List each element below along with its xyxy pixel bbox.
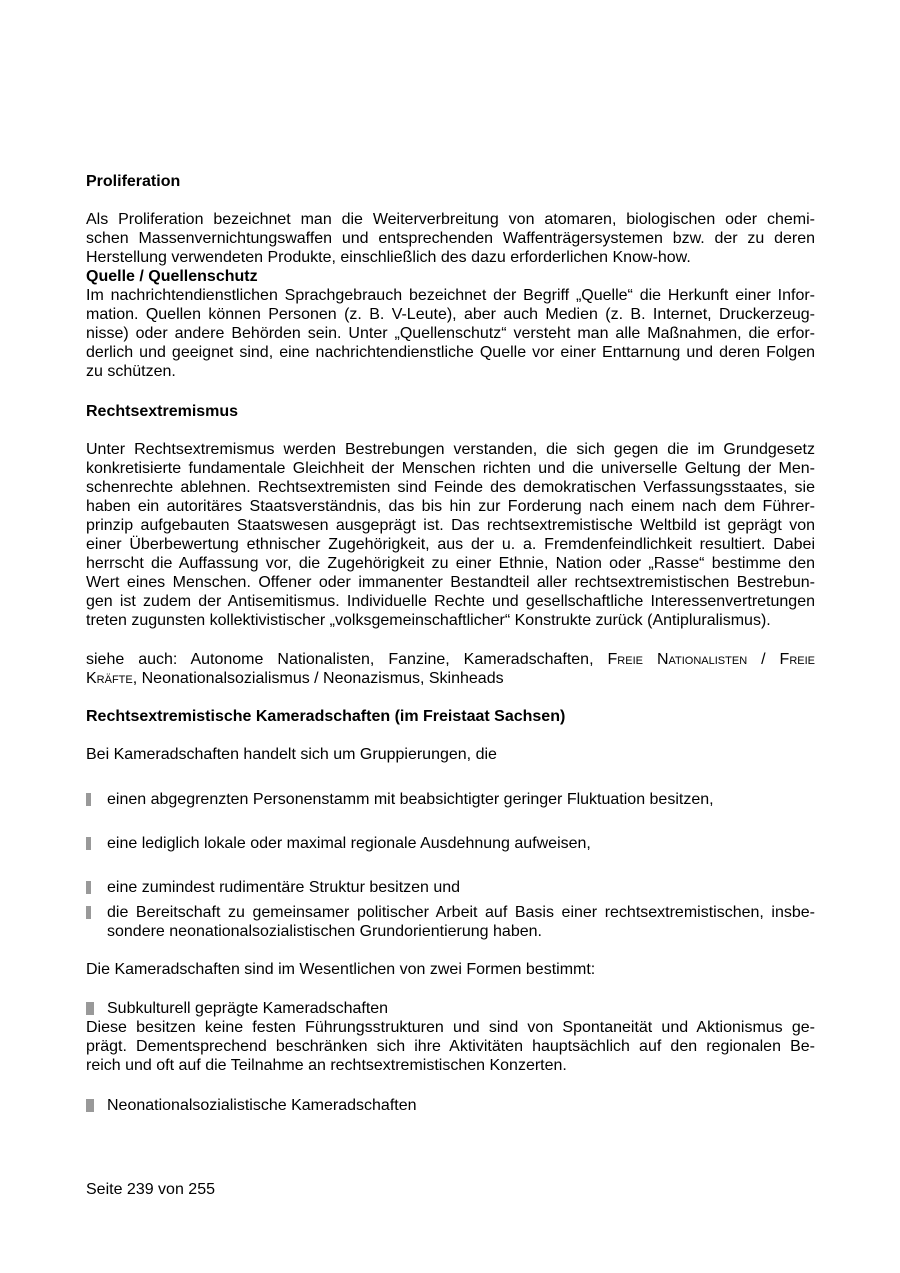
text-line: einer Überbewertung ethnischer Zugehörigkeit, aus der u. a. Fremdenfeindlichkeit resultiert. Dabei xyxy=(86,536,815,553)
text-line: mation. Quellen können Personen (z. B. V-Leute), aber auch Medien (z. B. Internet, Druckerzeug- xyxy=(86,306,815,323)
see-also-rest: , Neonationalsozialismus / Neonazismus, Skinheads xyxy=(132,670,504,687)
text-line: Im nachrichtendienstlichen Sprachgebrauch bezeichnet der Begriff „Quelle“ die Herkunft einer Infor- xyxy=(86,287,815,304)
text-line: Herstellung verwendeten Produkte, einschließlich des dazu erforderlichen Know-how. xyxy=(86,249,691,266)
text-line: zu schützen. xyxy=(86,363,176,380)
text-line: Als Proliferation bezeichnet man die Weiterverbreitung von atomaren, biologischen oder chemi- xyxy=(86,211,815,228)
forms-intro xyxy=(86,960,815,979)
list-item-text: eine lediglich lokale oder maximal regionale Ausdehnung aufweisen, xyxy=(107,835,591,852)
text-line: Bei Kameradschaften handelt sich um Gruppierungen, die xyxy=(86,746,497,763)
text-line: konkretisierte fundamentale Gleichheit der Menschen richten und die universelle Geltung der Men- xyxy=(86,460,815,477)
text-line: Unter Rechtsextremismus werden Bestrebungen verstanden, die sich gegen die im Grundgesetz xyxy=(86,441,815,458)
paragraph-rechtsextremismus xyxy=(86,440,815,630)
paragraph-proliferation xyxy=(86,210,815,267)
heading-kameradschaften: Rechtsextremistische Kameradschaften (im Freistaat Sachsen) xyxy=(86,708,566,725)
list-item-text: sondere neonationalsozialistischen Grundorientierung haben. xyxy=(107,923,542,940)
list-item-text: eine zumindest rudimentäre Struktur besitzen und xyxy=(107,879,461,896)
form-title: Neonationalsozialistische Kameradschaften xyxy=(107,1097,417,1114)
text-line: reich und oft auf die Teilnahme an rechtsextremistischen Konzerten. xyxy=(86,1057,567,1074)
see-also-prefix: siehe auch: Autonome Nationalisten, Fanzine, Kameradschaften, xyxy=(86,651,608,668)
text-line: haben ein autoritäres Staatsverständnis, das bis hin zur Forderung nach einem nach dem Führer- xyxy=(86,498,815,515)
bullet-marker-icon xyxy=(86,1002,94,1015)
see-also-line-2 xyxy=(86,669,815,688)
text-line: Wert eines Menschen. Offener oder immanenter Bestandteil aller rechtsextremistischen Bestrebun- xyxy=(86,574,815,591)
kameradschaften-intro xyxy=(86,745,815,764)
list-item-text: einen abgegrenzten Personenstamm mit beabsichtigter geringer Fluktuation besitzen, xyxy=(107,791,714,808)
heading-rechtsextremismus: Rechtsextremismus xyxy=(86,403,239,420)
text-line: Diese besitzen keine festen Führungsstrukturen und sind von Spontaneität und Aktionismus ge- xyxy=(86,1019,815,1036)
text-line: nisse) oder andere Behörden sein. Unter „Quellenschutz“ versteht man alle Maßnahmen, die erfor- xyxy=(86,325,815,342)
text-line: prägt. Dementsprechend beschränken sich ihre Aktivitäten hauptsächlich auf den regionalen Be- xyxy=(86,1038,815,1055)
text-line: schenrechte ablehnen. Rechtsextremisten sind Feinde des demokratischen Verfassungsstaates, sie xyxy=(86,479,815,496)
text-line: Die Kameradschaften sind im Wesentlichen von zwei Formen bestimmt: xyxy=(86,961,596,978)
text-line: gen ist zudem der Antisemitismus. Individuelle Rechte und gesellschaftliche Interessenvertretungen xyxy=(86,593,815,610)
text-line: prinzip aufgebauten Staatswesen ausgeprägt ist. Das rechtsextremistische Weltbild ist geprägt von xyxy=(86,517,815,534)
text-line: derlich und geeignet sind, eine nachrichtendienstliche Quelle vor einer Enttarnung und deren Folgen xyxy=(86,344,815,361)
page-number: Seite 239 von 255 xyxy=(86,1181,215,1198)
paragraph-subkulturell xyxy=(86,1018,815,1075)
text-line: treten zugunsten kollektivistischer „volksgemeinschaftlicher“ Konstrukte zurück (Antipluralismus). xyxy=(86,612,771,629)
see-also-freie-nationalisten-link: Freie Nationalisten / Freie xyxy=(607,651,816,668)
bullet-marker-icon xyxy=(86,837,91,850)
heading-quelle: Quelle / Quellenschutz xyxy=(86,268,258,285)
heading-proliferation: Proliferation xyxy=(86,173,181,190)
paragraph-quelle xyxy=(86,286,815,381)
form-title: Subkulturell geprägte Kameradschaften xyxy=(107,1000,389,1017)
see-also-line-1 xyxy=(86,650,815,669)
list-item-text: die Bereitschaft zu gemeinsamer politischer Arbeit auf Basis einer rechtsextremistischen, insbe- xyxy=(107,904,815,921)
bullet-marker-icon xyxy=(86,881,91,894)
bullet-marker-icon xyxy=(86,1099,94,1112)
see-also-kraefte: Kräfte xyxy=(86,670,133,687)
bullet-marker-icon xyxy=(86,793,91,806)
bullet-marker-icon xyxy=(86,906,91,919)
text-line: herrscht die Auffassung vor, die Zugehörigkeit zu einer Ethnie, Nation oder „Rasse“ bestimme den xyxy=(86,555,815,572)
text-line: schen Massenvernichtungswaffen und entsprechenden Waffenträgersystemen bzw. der zu deren xyxy=(86,230,815,247)
see-also-paragraph xyxy=(86,650,815,688)
